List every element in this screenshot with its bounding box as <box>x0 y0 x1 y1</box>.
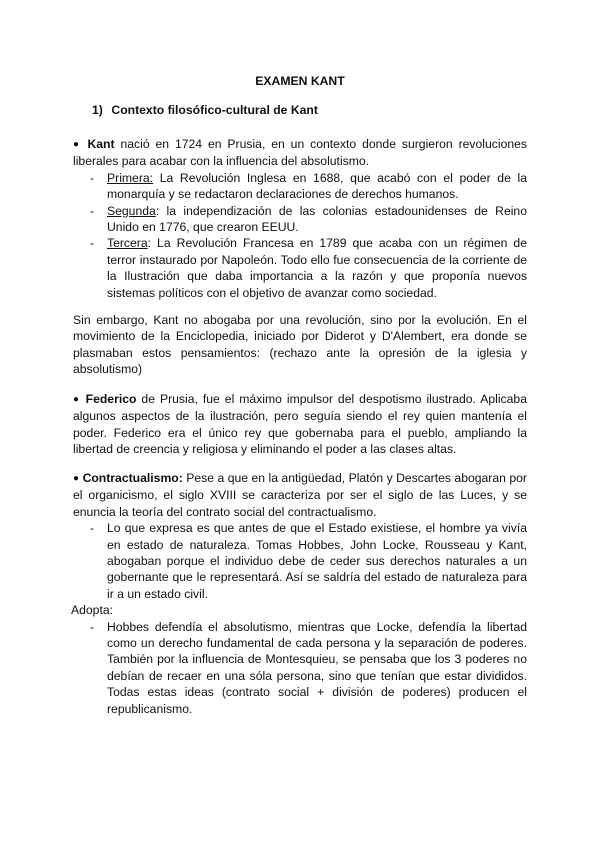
contractualismo-intro <box>73 470 527 520</box>
federico-paragraph <box>73 391 527 458</box>
item-text: : la independización de las colonias estadounidenses de Reino Unido en 1776, que crearon EEUU. <box>107 203 527 235</box>
bullet-icon: ● <box>73 473 80 484</box>
item-text: La Revolución Inglesa en 1688, que acabó con el poder de la monarquía y se redactaron declaraciones de derechos humanos. <box>107 170 527 202</box>
adopta-label: Adopta: <box>71 603 114 618</box>
embargo-text: Sin embargo, Kant no abogaba por una revolución, sino por la evolución. En el movimiento de la Enciclopedia, iniciado por Diderot y D'Alembert, era donde se plasmaban estos pensamientos: (rechazo ante la opresión de la iglesia y absolutismo) <box>73 313 527 377</box>
kant-intro-text: nació en 1724 en Prusia, en un contexto donde surgieron revoluciones liberales para acabar con la influencia del absolutismo. <box>73 137 528 169</box>
item-label: Segunda <box>107 203 156 218</box>
contractualismo-list <box>73 520 527 602</box>
item-label: Primera: <box>107 170 154 185</box>
list-item <box>73 170 527 203</box>
item-label: Tercera <box>107 236 148 251</box>
list-item: - Lo que expresa es que antes de que el Estado existiese, el hombre ya vivía en estado de naturaleza. Tomas Hobbes, John Locke, Rousseau y Kant, abogaban porque el individuo debe de ceder sus derechos naturales a un gobernante que le representará. Así se saldría del estado de naturaleza para ir a un estado civil. <box>73 520 527 602</box>
item-text: : La Revolución Francesa en 1789 que acaba con un régimen de terror instaurado por Napoleón. Todo ello fue consecuencia de la corriente de la Ilustración que daba importancia a la razón y que proponía nuevos sistemas políticos con el objetivo de avanzar como sociedad. <box>107 236 527 300</box>
section-heading <box>92 102 318 118</box>
contractualismo-text: Pese a que en la antigüedad, Platón y Descartes abogaran por el organicismo, el siglo XVIII se caracteriza por ser el siglo de las Luces, y se enuncia la teoría del contrato social del contractualismo. <box>73 471 527 519</box>
adopta-list <box>73 619 527 717</box>
federico-text-line <box>73 391 527 458</box>
section-title: Contexto filosófico-cultural de Kant <box>111 103 318 117</box>
bullet-icon: ● <box>73 139 82 150</box>
list-item <box>73 235 527 301</box>
kant-intro <box>73 136 527 170</box>
revolutions-list <box>73 170 527 301</box>
document-title: EXAMEN KANT <box>255 74 345 88</box>
bullet-icon: ● <box>73 394 81 405</box>
federico-term: Federico <box>85 392 137 406</box>
contractualismo-term: Contractualismo: <box>82 471 183 485</box>
federico-text: de Prusia, fue el máximo impulsor del despotismo ilustrado. Aplicaba algunos aspectos de la ilustración, pero seguía siendo el rey quien mantenía el poder. Federico era el único rey que gobernaba para el pueblo, ampliando la libertad de creencia y religiosa y eliminando el poder a las clases altas. <box>73 392 527 457</box>
kant-paragraph-block <box>73 136 527 301</box>
contractualismo-block <box>73 470 527 717</box>
list-item <box>73 203 527 236</box>
section-number: 1) <box>92 103 103 117</box>
list-item: - Hobbes defendía el absolutismo, mientras que Locke, defendía la libertad como un derecho fundamental de cada persona y la separación de poderes. También por la influencia de Montesquieu, se pensaba que los 3 poderes no debían de recaer en una sóla persona, sino que tenían que estar divididos. Todas estas ideas (contrato social + división de poderes) producen el republicanismo. <box>73 619 527 717</box>
kant-term: Kant <box>87 137 115 151</box>
embargo-paragraph <box>73 312 527 378</box>
